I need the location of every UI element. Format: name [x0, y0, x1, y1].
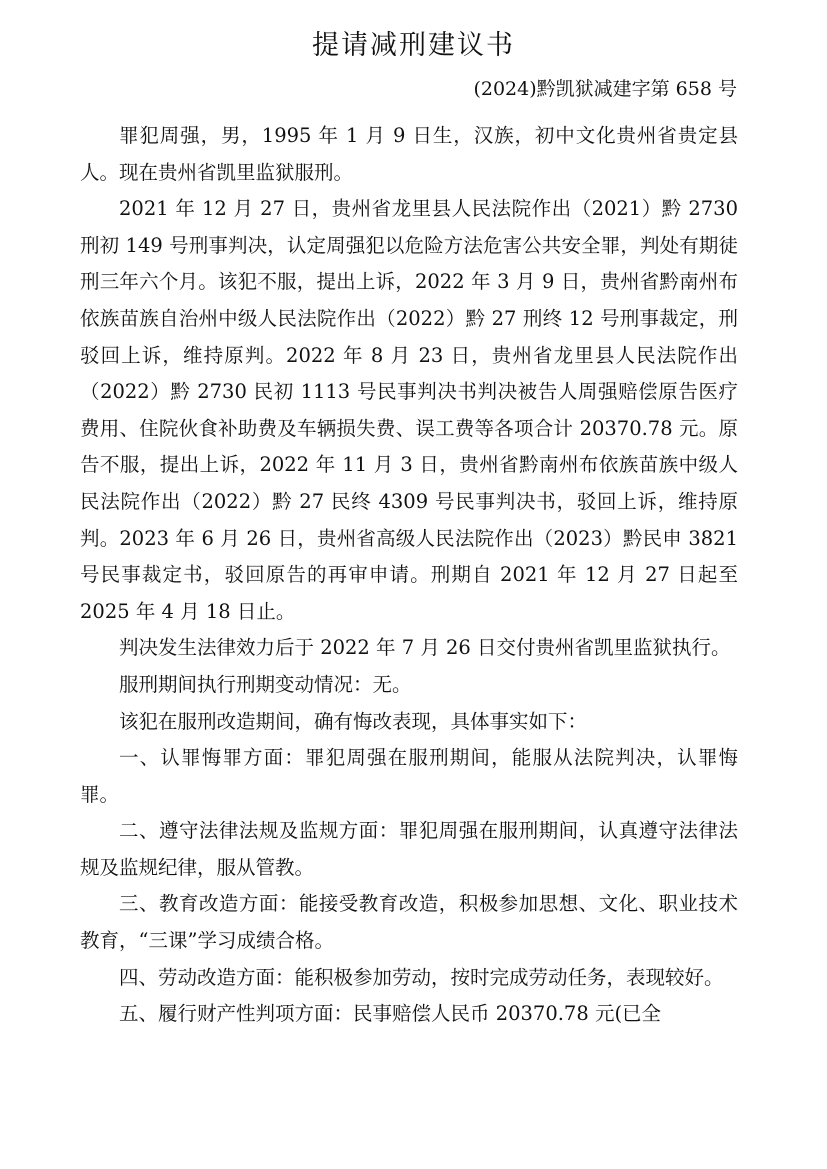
document-title: 提请减刑建议书: [312, 30, 515, 61]
paragraph-item-4: 四、劳动改造方面：能积极参加劳动，按时完成劳动任务，表现较好。: [119, 965, 724, 989]
paragraph-item-1: 一、认罪悔罪方面：罪犯周强在服刑期间，能服从法院判决，认罪悔罪。: [80, 746, 738, 806]
paragraph-execution: 判决发生法律效力后于 2022 年 7 月 26 日交付贵州省凯里监狱执行。: [119, 636, 731, 660]
paragraph-sentence-change: 服刑期间执行刑期变动情况：无。: [119, 672, 412, 696]
paragraph-item-3: 三、教育改造方面：能接受教育改造，积极参加思想、文化、职业技术教育，“三课”学习成绩合格。: [80, 892, 738, 953]
paragraph-criminal-info: 罪犯周强，男，1995 年 1 月 9 日生，汉族，初中文化贵州省贵定县人。现在贵州省凯里监狱服刑。: [80, 124, 738, 184]
document-body: [80, 118, 738, 1033]
paragraph-judgment-history: 2021 年 12 月 27 日，贵州省龙里县人民法院作出（2021）黔 2730 刑初 149 号刑事判决，认定周强犯以危险方法危害公共安全罪，判处有期徒刑三年六个月。该犯不服，提出上诉，2022 年 3 月 9 日，贵州省黔南州布依族苗族自治州中级人民法院作出（2022）黔 27 刑终 12 号刑事裁定，刑驳回上诉，维持原判。2022 年 8 月 23 日，贵州省龙里县人民法院作出（2022）黔 2730 民初 1113 号民事判决书判决被告人周强赔偿原告医疗费用、住院伙食补助费及车辆损失费、误工费等各项合计 20370.78 元。原告不服，提出上诉，2022 年 11 月 3 日，贵州省黔南州布依族苗族中级人民法院作出（2022）黔 27 民终 4309 号民事判决书，驳回上诉，维持原判。2023 年 6 月 26 日，贵州省高级人民法院作出（2023）黔民申 3821 号民事裁定书，驳回原告的再审申请。刑期自 2021 年 12 月 27 日起至 2025 年 4 月 18 日止。: [80, 197, 738, 623]
paragraph-item-5: 五、履行财产性判项方面：民事赔偿人民币 20370.78 元(已全: [119, 1002, 662, 1026]
paragraph-remorse-intro: 该犯在服刑改造期间，确有悔改表现，具体事实如下：: [119, 709, 588, 733]
paragraph-item-2: 二、遵守法律法规及监规方面：罪犯周强在服刑期间，认真遵守法律法规及监规纪律，服从管教。: [80, 819, 738, 879]
document-number: (2024)黔凯狱减建字第 658 号: [473, 78, 737, 100]
